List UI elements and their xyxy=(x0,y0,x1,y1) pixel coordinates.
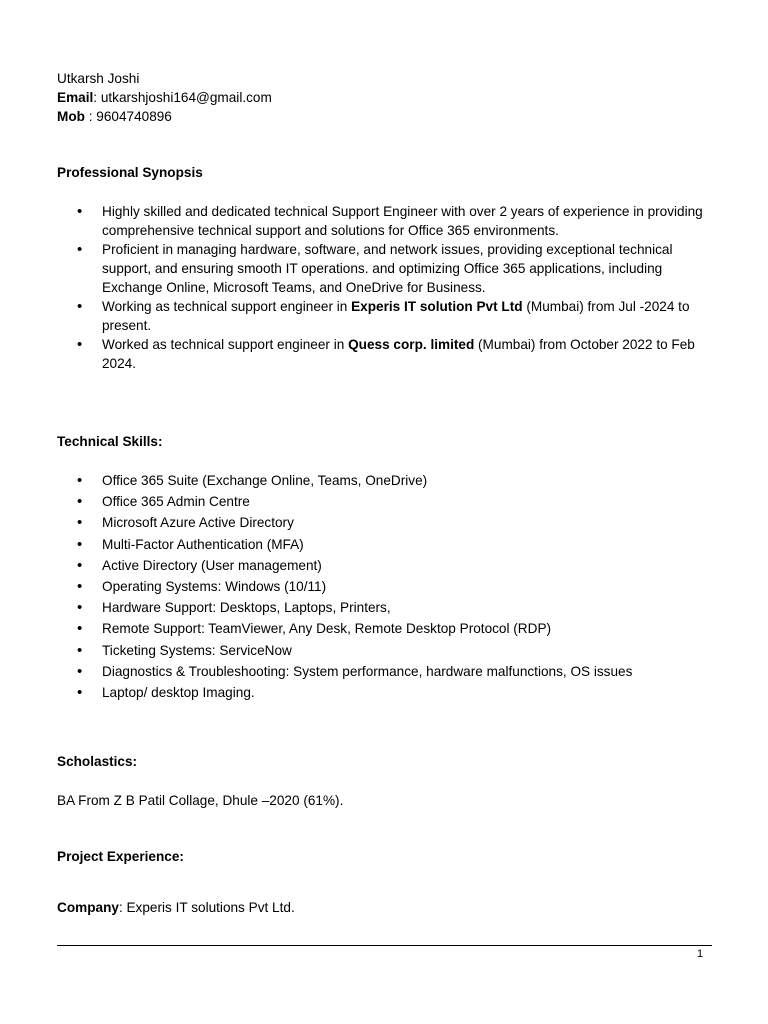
skill-item: • Microsoft Azure Active Directory xyxy=(57,512,717,533)
skill-item: • Diagnostics & Troubleshooting: System performance, hardware malfunctions, OS issues xyxy=(57,661,717,682)
synopsis-item-text: (Mumbai) from Jul -2024 to present. xyxy=(102,299,690,333)
skill-item: • Office 365 Suite (Exchange Online, Teams, OneDrive) xyxy=(57,470,717,491)
mobile-line xyxy=(57,107,172,126)
skill-item: • Multi-Factor Authentication (MFA) xyxy=(57,534,717,555)
synopsis-item xyxy=(57,297,717,335)
skill-item: • Laptop/ desktop Imaging. xyxy=(57,682,717,703)
company-line xyxy=(57,898,295,917)
synopsis-item-text: Working as technical support engineer in xyxy=(102,299,352,314)
skill-item: • Hardware Support: Desktops, Laptops, Printers, xyxy=(57,597,717,618)
employer-name: Quess corp. limited xyxy=(348,337,475,352)
company-label: Company xyxy=(57,900,119,915)
email-value: : utkarshjoshi164@gmail.com xyxy=(93,90,272,105)
skills-list xyxy=(57,470,717,703)
synopsis-item-text: (Mumbai) from October 2022 to Feb 2024. xyxy=(102,337,695,371)
email-line xyxy=(57,88,272,107)
synopsis-item: • Proficient in managing hardware, software, and network issues, providing exceptional technical support, and ensuring smooth IT operations. and optimizing Office 365 applications, including Exchange Online, Microsoft Teams, and OneDrive for Business. xyxy=(57,240,717,297)
mobile-label: Mob xyxy=(57,109,85,124)
synopsis-list xyxy=(57,202,717,373)
skill-item: • Remote Support: TeamViewer, Any Desk, Remote Desktop Protocol (RDP) xyxy=(57,618,717,639)
mobile-value: : 9604740896 xyxy=(84,109,172,124)
skill-item: • Ticketing Systems: ServiceNow xyxy=(57,640,717,661)
scholastics-heading: Scholastics: xyxy=(57,754,138,769)
education-entry: BA From Z B Patil Collage, Dhule –2020 (61%). xyxy=(57,793,344,808)
employer-name: Experis IT solution Pvt Ltd xyxy=(351,299,523,314)
skill-item: • Active Directory (User management) xyxy=(57,555,717,576)
company-value: : Experis IT solutions Pvt Ltd. xyxy=(118,900,295,915)
skill-item: • Office 365 Admin Centre xyxy=(57,491,717,512)
skills-heading: Technical Skills: xyxy=(57,434,163,449)
synopsis-item xyxy=(57,335,717,373)
page-number: 1 xyxy=(697,948,704,960)
skill-item: • Operating Systems: Windows (10/11) xyxy=(57,576,717,597)
synopsis-item: • Highly skilled and dedicated technical Support Engineer with over 2 years of experience in providing comprehensive technical support and solutions for Office 365 environments. xyxy=(57,202,717,240)
candidate-name: Utkarsh Joshi xyxy=(57,71,140,86)
synopsis-heading: Professional Synopsis xyxy=(57,165,203,180)
email-label: Email xyxy=(57,90,94,105)
project-heading: Project Experience: xyxy=(57,849,184,864)
footer-divider xyxy=(57,945,712,946)
synopsis-item-text: Worked as technical support engineer in xyxy=(102,337,349,352)
